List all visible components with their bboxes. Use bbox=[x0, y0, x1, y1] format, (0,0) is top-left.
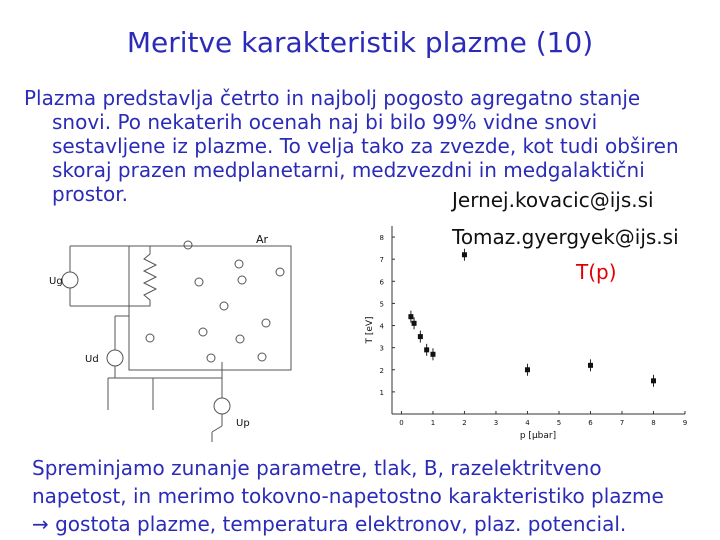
x-tick-label: 5 bbox=[556, 419, 562, 427]
y-tick-label: 1 bbox=[379, 388, 384, 397]
graph-caption: T(p) bbox=[576, 260, 617, 284]
data-point bbox=[412, 321, 417, 326]
x-tick-label: 3 bbox=[493, 419, 499, 427]
x-tick-label: 0 bbox=[399, 419, 404, 427]
data-point bbox=[588, 363, 593, 368]
y-tick-label: 4 bbox=[379, 322, 384, 331]
up-source-icon bbox=[214, 398, 230, 414]
y-tick-label: 8 bbox=[379, 234, 384, 243]
x-tick-label: 9 bbox=[682, 419, 688, 427]
ug-label: Ug bbox=[49, 276, 63, 287]
data-point bbox=[408, 314, 413, 319]
data-point bbox=[424, 347, 429, 352]
temperature-pressure-chart bbox=[350, 216, 695, 444]
bottom-line-1: Spreminjamo zunanje parametre, tlak, B, razelektritveno bbox=[32, 456, 602, 480]
data-point bbox=[525, 367, 530, 372]
x-tick-label: 6 bbox=[588, 419, 593, 427]
x-tick-label: 4 bbox=[525, 419, 530, 427]
bottom-line-2: napetost, in merimo tokovno-napetostno karakteristiko plazme bbox=[32, 484, 664, 508]
data-point bbox=[651, 378, 656, 383]
y-axis-label: T [eV] bbox=[365, 316, 375, 344]
plasma-circuit-diagram bbox=[40, 226, 300, 442]
x-tick-label: 2 bbox=[462, 419, 467, 427]
bottom-text bbox=[32, 454, 712, 538]
bottom-line-3: → gostota plazme, temperatura elektronov, plaz. potencial. bbox=[32, 512, 627, 536]
gas-label: Ar bbox=[256, 233, 269, 246]
y-tick-label: 7 bbox=[379, 256, 384, 265]
up-label: Up bbox=[236, 418, 250, 429]
data-point bbox=[430, 352, 435, 357]
plasma-chamber bbox=[129, 246, 291, 370]
y-tick-label: 6 bbox=[379, 278, 384, 287]
x-tick-label: 8 bbox=[651, 419, 656, 427]
ud-source-icon bbox=[107, 350, 123, 366]
x-axis-label: p [µbar] bbox=[519, 431, 557, 441]
intro-text: Plazma predstavlja četrto in najbolj pogosto agregatno stanje snovi. Po nekaterih ocenah naj bi bilo 99% vidne snovi sestavljene iz plazme. To velja tako za zvezde, kot tudi obširen skoraj prazen medplanetarni, medzvezdni in medgalaktični prostor. bbox=[24, 86, 679, 206]
slide-title: Meritve karakteristik plazme (10) bbox=[126, 26, 594, 59]
email-jernej[interactable]: Jernej.kovacic@ijs.si bbox=[452, 188, 654, 212]
y-tick-label: 5 bbox=[379, 300, 384, 309]
x-tick-label: 7 bbox=[619, 419, 625, 427]
email-tomaz[interactable]: Tomaz.gyergyek@ijs.si bbox=[452, 225, 679, 249]
data-point bbox=[462, 252, 467, 257]
ug-source-icon bbox=[62, 272, 78, 288]
ud-label: Ud bbox=[85, 354, 99, 365]
y-tick-label: 3 bbox=[379, 344, 384, 353]
data-point bbox=[418, 334, 423, 339]
x-tick-label: 1 bbox=[430, 419, 436, 427]
y-tick-label: 2 bbox=[379, 366, 384, 375]
